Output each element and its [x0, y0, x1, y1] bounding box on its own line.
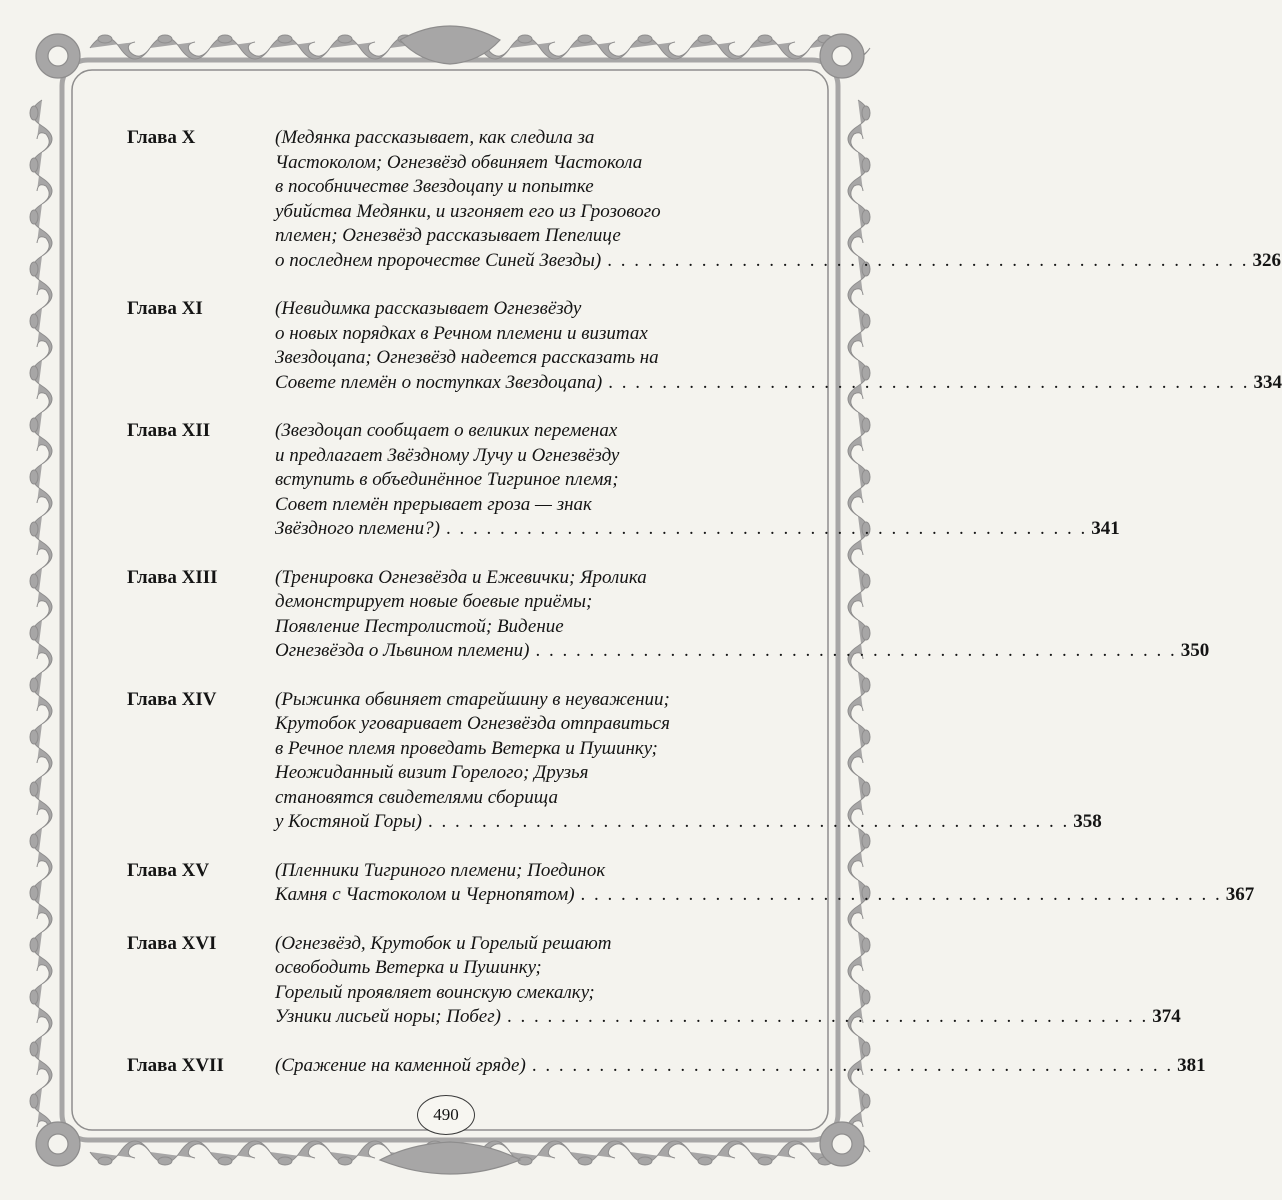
ornament-leaf: [218, 35, 232, 43]
corner-medallion-center: [832, 46, 852, 66]
summary-line: Крутобок уговаривает Огнезвёзда отправиться: [275, 713, 670, 734]
summary-line: в Речное племя проведать Ветерка и Пушинку;: [275, 737, 658, 759]
dot-leader: . . . . . . . . . . . . . . . . . . . . . . . . . . . . . . . . . . . . . . . . . . . . . . . .: [535, 640, 1177, 661]
summary-line: о последнем пророчестве Синей Звезды) . . . . . . . . . . . . . . . . . . . . . . . . . . . . . . . . . . . . . . . . . . . . . . . . 326: [275, 249, 1281, 274]
summary-line: Совет племён прерывает гроза — знак: [275, 493, 592, 515]
dot-leader: . . . . . . . . . . . . . . . . . . . . . . . . . . . . . . . . . . . . . . . . . . . . . . . .: [580, 884, 1222, 905]
summary-line: в пособничестве Звездоцапу и попытке: [275, 176, 594, 197]
toc-entry: [127, 126, 1281, 273]
ornament-leaf: [158, 35, 172, 43]
corner-medallion-center: [832, 1134, 852, 1154]
chapter-label: Глава XVI: [127, 932, 217, 954]
toc-entry: [127, 566, 1210, 664]
chapter-summary: [275, 859, 1254, 908]
toc-entry: [127, 859, 1255, 908]
ornament-leaf: [338, 35, 352, 43]
chapter-label: Глава XI: [127, 298, 203, 319]
dot-leader: . . . . . . . . . . . . . . . . . . . . . . . . . . . . . . . . . . . . . . . . . . . . . . . .: [607, 249, 1249, 271]
summary-line: вступить в объединённое Тигриное племя;: [275, 469, 619, 490]
summary-line: Звездоцапа; Огнезвёзд надеется рассказать на: [275, 347, 659, 368]
toc-entry: [127, 1054, 1206, 1079]
ornament-leaf: [278, 1157, 292, 1165]
ornament-leaf: [862, 1094, 870, 1108]
dot-leader: . . . . . . . . . . . . . . . . . . . . . . . . . . . . . . . . . . . . . . . . . . . . . . . .: [445, 518, 1088, 539]
toc-entry: [127, 688, 1102, 835]
page-reference: 334: [1253, 371, 1282, 393]
ornament-leaf: [518, 1157, 532, 1165]
summary-line: Появление Пестролистой; Видение: [275, 615, 564, 637]
ornament-leaf: [638, 35, 652, 43]
chapter-summary: [275, 126, 1281, 273]
ornament-leaf: [30, 470, 38, 484]
ornament-leaf: [30, 522, 38, 536]
ornament-leaf: [158, 1157, 172, 1165]
summary-line: Неожиданный визит Горелого; Друзья: [275, 762, 589, 783]
summary-line: о новых порядках в Речном племени и визитах: [275, 322, 648, 344]
dot-leader: . . . . . . . . . . . . . . . . . . . . . . . . . . . . . . . . . . . . . . . . . . . . . . . .: [608, 371, 1250, 393]
summary-line: Частоколом; Огнезвёзд обвиняет Частокола: [275, 151, 643, 173]
bottom-crest: [380, 1142, 520, 1174]
ornament-leaf: [30, 158, 38, 172]
summary-line: у Костяной Горы) . . . . . . . . . . . . . . . . . . . . . . . . . . . . . . . . . . . . . . . . . . . . . . . . 358: [275, 810, 1102, 835]
chapter-label: Глава XVII: [127, 1054, 224, 1076]
toc-entry: [127, 932, 1181, 1030]
ornament-leaf: [518, 35, 532, 43]
ornament-leaf: [638, 1157, 652, 1165]
summary-line: и предлагает Звёздному Лучу и Огнезвёзду: [275, 444, 620, 466]
ornament-leaf: [862, 106, 870, 120]
summary-line: демонстрирует новые боевые приёмы;: [275, 591, 593, 612]
summary-line: (Невидимка рассказывает Огнезвёзду: [275, 298, 582, 319]
chapter-label: Глава XV: [127, 859, 210, 881]
chapter-summary: [275, 297, 1282, 395]
ornament-leaf: [278, 35, 292, 43]
ornament-leaf: [758, 35, 772, 43]
summary-line: убийства Медянки, и изгоняет его из Грозового: [275, 200, 661, 222]
summary-line: Горелый проявляет воинскую смекалку;: [275, 981, 595, 1003]
summary-line: Узники лисьей норы; Побег) . . . . . . . . . . . . . . . . . . . . . . . . . . . . . . . . . . . . . . . . . . . . . . . . 374: [275, 1005, 1181, 1030]
summary-line: (Медянка рассказывает, как следила за: [275, 127, 595, 148]
ornament-leaf: [30, 418, 38, 432]
dot-leader: . . . . . . . . . . . . . . . . . . . . . . . . . . . . . . . . . . . . . . . . . . . . . . . .: [506, 1006, 1149, 1027]
summary-line: освободить Ветерка и Пушинку;: [275, 957, 542, 978]
dot-leader: . . . . . . . . . . . . . . . . . . . . . . . . . . . . . . . . . . . . . . . . . . . . . . . .: [428, 811, 1070, 832]
page-reference: 381: [1177, 1054, 1206, 1076]
corner-medallion-center: [48, 46, 68, 66]
page-reference: 341: [1091, 518, 1120, 539]
summary-line: (Рыжинка обвиняет старейшину в неуважении;: [275, 688, 670, 710]
chapter-label: Глава XIII: [127, 566, 218, 588]
ornament-leaf: [758, 1157, 772, 1165]
ornament-leaf: [30, 678, 38, 692]
summary-line: (Звездоцап сообщает о великих переменах: [275, 420, 618, 441]
chapter-label: Глава XIV: [127, 688, 217, 710]
summary-line: становятся свидетелями сборища: [275, 786, 559, 808]
summary-line: племен; Огнезвёзд рассказывает Пепелице: [275, 225, 621, 246]
ornament-leaf: [30, 1042, 38, 1056]
ornament-leaf: [30, 834, 38, 848]
page-reference: 367: [1225, 884, 1255, 905]
summary-line: (Пленники Тигриного племени; Поединок: [275, 859, 606, 881]
corner-medallion-center: [48, 1134, 68, 1154]
toc-entry: [127, 297, 1282, 395]
ornament-leaf: [30, 1094, 38, 1108]
chapter-label: Глава XII: [127, 420, 211, 441]
summary-line: Камня с Частоколом и Чернопятом) . . . . . . . . . . . . . . . . . . . . . . . . . . . . . . . . . . . . . . . . . . . . . . . . 367: [275, 883, 1254, 908]
ornament-leaf: [862, 834, 870, 848]
ornament-leaf: [30, 990, 38, 1004]
ornament-leaf: [98, 35, 112, 43]
dot-leader: . . . . . . . . . . . . . . . . . . . . . . . . . . . . . . . . . . . . . . . . . . . . . . . .: [531, 1054, 1174, 1076]
ornament-leaf: [30, 262, 38, 276]
toc-entry: [127, 419, 1120, 542]
summary-line: (Тренировка Огнезвёзда и Ежевички; Яролика: [275, 566, 647, 588]
ornament-leaf: [30, 938, 38, 952]
ornament-leaf: [30, 314, 38, 328]
ornament-leaf: [218, 1157, 232, 1165]
page-reference: 374: [1152, 1006, 1181, 1027]
page-number: 490: [433, 1105, 459, 1124]
ornament-leaf: [30, 366, 38, 380]
ornament-leaf: [30, 626, 38, 640]
ornament-leaf: [698, 35, 712, 43]
ornament-leaf: [30, 106, 38, 120]
summary-line: Огнезвёзда о Львином племени) . . . . . . . . . . . . . . . . . . . . . . . . . . . . . . . . . . . . . . . . . . . . . . . . 350: [275, 639, 1209, 664]
chapter-summary: [275, 1054, 1206, 1079]
chapter-label: Глава X: [127, 127, 196, 148]
ornament-leaf: [98, 1157, 112, 1165]
ornament-leaf: [30, 574, 38, 588]
chapter-summary: [275, 932, 1181, 1030]
ornament-leaf: [30, 210, 38, 224]
ornament-leaf: [30, 730, 38, 744]
ornament-leaf: [698, 1157, 712, 1165]
page-reference: 350: [1180, 640, 1210, 661]
summary-line: Звёздного племени?) . . . . . . . . . . . . . . . . . . . . . . . . . . . . . . . . . . . . . . . . . . . . . . . . 341: [275, 517, 1120, 542]
ornament-leaf: [578, 35, 592, 43]
page-number-badge: [417, 1095, 475, 1135]
summary-line: (Огнезвёзд, Крутобок и Горелый решают: [275, 932, 612, 954]
ornament-leaf: [30, 782, 38, 796]
ornament-leaf: [578, 1157, 592, 1165]
chapter-summary: [275, 688, 1102, 835]
summary-line: Совете племён о поступках Звездоцапа) . . . . . . . . . . . . . . . . . . . . . . . . . . . . . . . . . . . . . . . . . . . . . . . . 334: [275, 371, 1282, 396]
summary-line: (Сражение на каменной гряде) . . . . . . . . . . . . . . . . . . . . . . . . . . . . . . . . . . . . . . . . . . . . . . . . 381: [275, 1054, 1206, 1079]
chapter-summary: [275, 566, 1209, 664]
page-reference: 358: [1073, 811, 1102, 832]
page-reference: 326: [1252, 249, 1281, 271]
ornament-leaf: [30, 886, 38, 900]
chapter-summary: [275, 419, 1120, 542]
ornament-leaf: [338, 1157, 352, 1165]
table-of-contents: [127, 126, 1282, 1078]
